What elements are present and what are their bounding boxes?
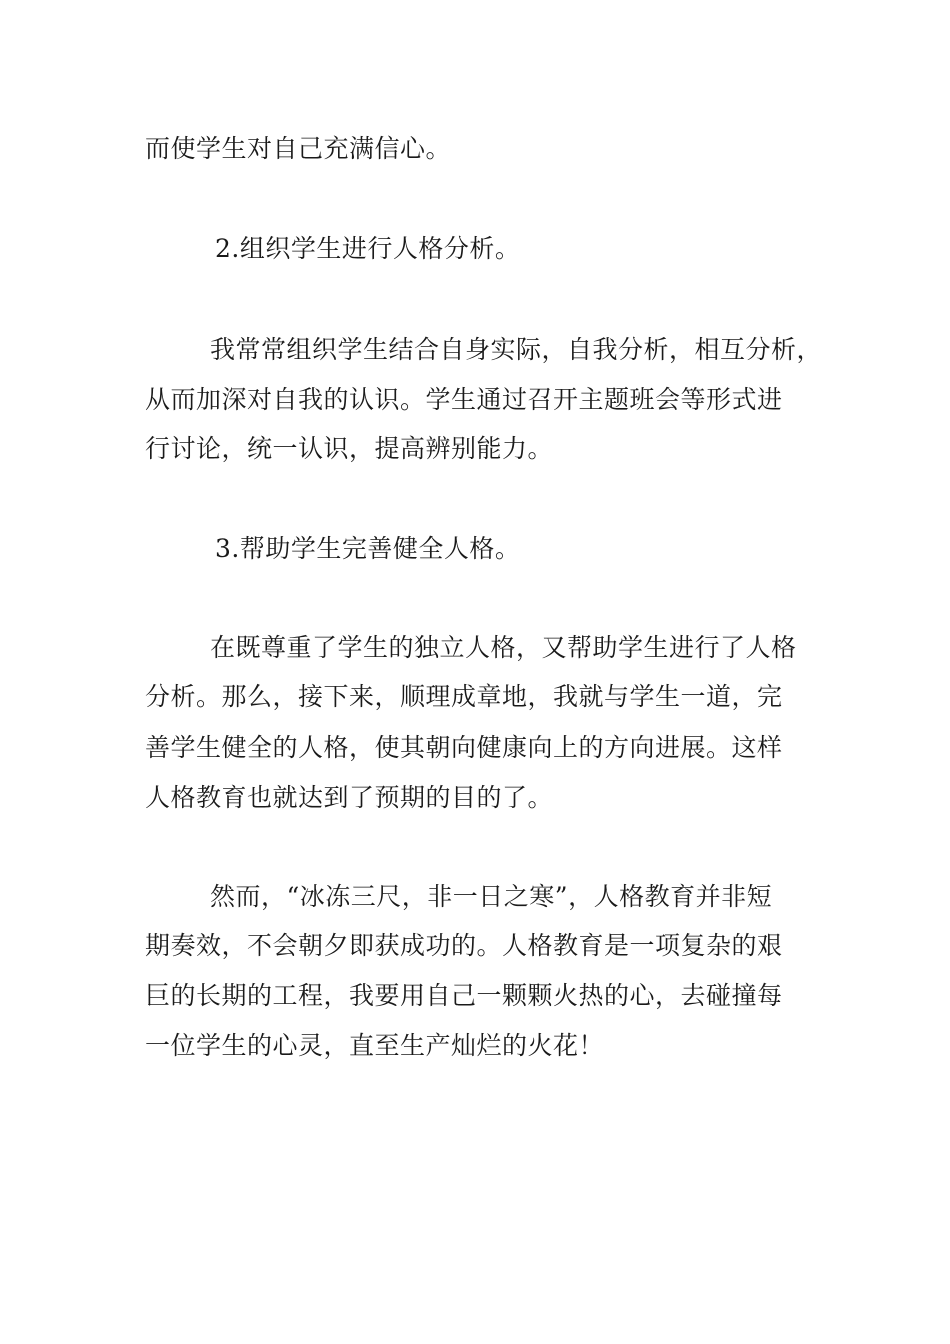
paragraph-line: 一位学生的心灵，直至生产灿烂的火花！ xyxy=(145,1031,605,1060)
section-heading-2: 2.组织学生进行人格分析。 xyxy=(215,234,521,263)
paragraph-line: 然而，“冰冻三尺，非一日之寒”，人格教育并非短 xyxy=(210,882,773,911)
paragraph-continuation-line: 而使学生对自己充满信心。 xyxy=(145,134,452,163)
paragraph-line: 分析。那么，接下来，顺理成章地，我就与学生一道，完 xyxy=(145,682,783,711)
paragraph-line: 从而加深对自我的认识。学生通过召开主题班会等形式进 xyxy=(145,385,783,414)
paragraph-line: 我常常组织学生结合自身实际，自我分析，相互分析， xyxy=(210,335,823,364)
paragraph-line: 巨的长期的工程，我要用自己一颗颗火热的心，去碰撞每 xyxy=(145,981,783,1010)
paragraph-line: 人格教育也就达到了预期的目的了。 xyxy=(145,783,554,812)
paragraph-line: 在既尊重了学生的独立人格，又帮助学生进行了人格 xyxy=(210,633,797,662)
paragraph-line: 善学生健全的人格，使其朝向健康向上的方向进展。这样 xyxy=(145,733,783,762)
paragraph-line: 期奏效，不会朝夕即获成功的。人格教育是一项复杂的艰 xyxy=(145,931,783,960)
section-heading-3: 3.帮助学生完善健全人格。 xyxy=(215,534,521,563)
paragraph-line: 行讨论，统一认识，提高辨别能力。 xyxy=(145,434,554,463)
